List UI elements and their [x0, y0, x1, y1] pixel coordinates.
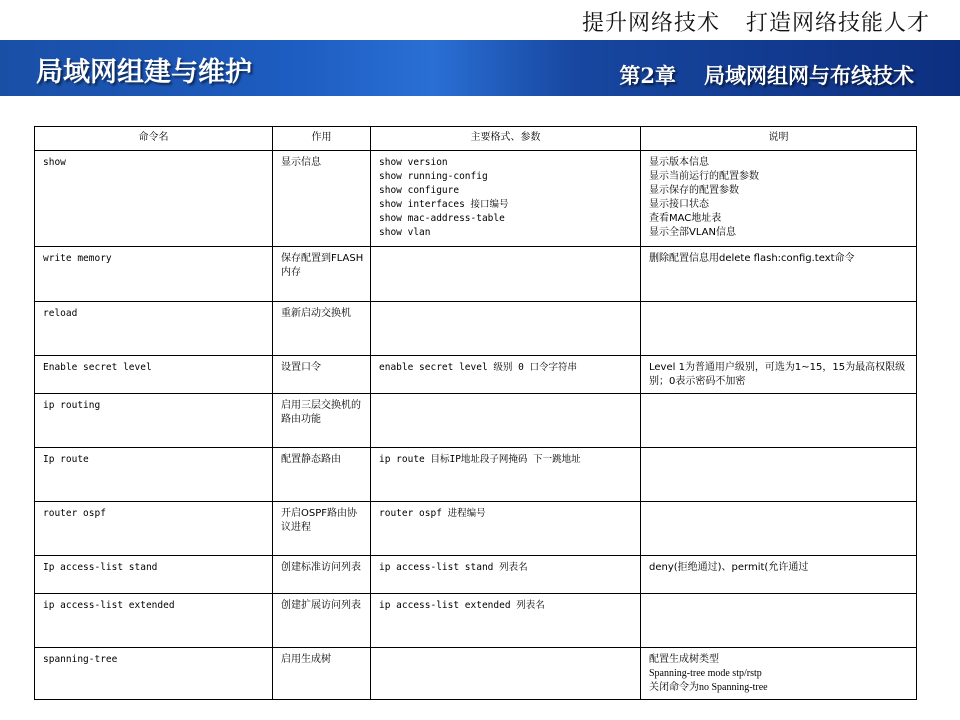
column-header-command: 命令名 — [35, 127, 273, 151]
purpose-cell: 保存配置到FLASH内存 — [273, 247, 371, 302]
format-line: router ospf 进程编号 — [379, 508, 486, 519]
command-cell: ip access-list extended — [35, 594, 273, 648]
note-line: 删除配置信息用delete flash:config.text命令 — [649, 253, 855, 264]
table-row — [35, 556, 917, 594]
note-line: 关闭命令为no Spanning-tree — [649, 682, 768, 693]
note-line: 显示接口状态 — [649, 199, 709, 210]
format-line: show vlan — [379, 227, 431, 238]
command-cell: ip routing — [35, 394, 273, 448]
command-cell: reload — [35, 302, 273, 356]
notes-cell — [641, 356, 917, 394]
note-line: 显示全部VLAN信息 — [649, 227, 736, 238]
notes-cell — [641, 247, 917, 302]
purpose-cell: 创建扩展访问列表 — [273, 594, 371, 648]
notes-cell — [641, 556, 917, 594]
format-line: ip access-list stand 列表名 — [379, 562, 528, 573]
format-line: show running-config — [379, 171, 488, 182]
format-cell — [371, 448, 641, 502]
format-cell — [371, 151, 641, 247]
table-row — [35, 302, 917, 356]
format-line: show interfaces 接口编号 — [379, 199, 509, 210]
command-cell: router ospf — [35, 502, 273, 556]
course-title: 局域网组建与维护 — [36, 57, 252, 88]
purpose-cell: 设置口令 — [273, 356, 371, 394]
slogan-left: 提升网络技术 — [581, 11, 720, 36]
format-cell — [371, 556, 641, 594]
note-line: 查看MAC地址表 — [649, 213, 722, 224]
format-cell — [371, 394, 641, 448]
title-banner — [0, 40, 960, 96]
format-line: ip access-list extended 列表名 — [379, 600, 545, 611]
note-line: Level 1为普通用户级别，可选为1~15，15为最高权限级别；0表示密码不加密 — [649, 362, 906, 387]
format-cell — [371, 648, 641, 700]
format-line: ip route 目标IP地址段子网掩码 下一跳地址 — [379, 454, 581, 465]
notes-cell — [641, 502, 917, 556]
command-table — [34, 126, 917, 700]
format-cell — [371, 356, 641, 394]
purpose-cell: 启用生成树 — [273, 648, 371, 700]
note-line: 配置生成树类型 — [649, 654, 719, 665]
format-cell — [371, 302, 641, 356]
note-line: 显示当前运行的配置参数 — [649, 171, 759, 182]
format-cell — [371, 502, 641, 556]
note-line: 显示保存的配置参数 — [649, 185, 739, 196]
chapter-heading — [619, 60, 914, 90]
chapter-title: 局域网组网与布线技术 — [704, 63, 914, 88]
command-cell: spanning-tree — [35, 648, 273, 700]
table-row — [35, 448, 917, 502]
purpose-cell: 配置静态路由 — [273, 448, 371, 502]
chapter-number: 第2章 — [619, 63, 676, 88]
column-header-notes: 说明 — [641, 127, 917, 151]
format-cell — [371, 594, 641, 648]
notes-cell — [641, 594, 917, 648]
format-line: show version — [379, 157, 448, 168]
table-row — [35, 394, 917, 448]
table-header-row — [35, 127, 917, 151]
table-row — [35, 502, 917, 556]
table-row — [35, 594, 917, 648]
note-line: Spanning-tree mode stp/rstp — [649, 668, 762, 679]
command-cell: Enable secret level — [35, 356, 273, 394]
notes-cell — [641, 448, 917, 502]
notes-cell — [641, 302, 917, 356]
notes-cell — [641, 394, 917, 448]
command-cell: write memory — [35, 247, 273, 302]
purpose-cell: 重新启动交换机 — [273, 302, 371, 356]
column-header-format: 主要格式、参数 — [371, 127, 641, 151]
format-line: show mac-address-table — [379, 213, 505, 224]
slogan-right: 打造网络技能人才 — [745, 11, 930, 36]
command-cell: Ip access-list stand — [35, 556, 273, 594]
table-row — [35, 151, 917, 247]
format-line: enable secret level 级别 0 口令字符串 — [379, 362, 578, 373]
note-line: 显示版本信息 — [649, 157, 709, 168]
table-row — [35, 247, 917, 302]
command-cell: Ip route — [35, 448, 273, 502]
purpose-cell: 开启OSPF路由协议进程 — [273, 502, 371, 556]
table-body — [35, 151, 917, 700]
purpose-cell: 创建标准访问列表 — [273, 556, 371, 594]
note-line: deny(拒绝通过)、permit(允许通过 — [649, 562, 809, 573]
command-cell: show — [35, 151, 273, 247]
format-cell — [371, 247, 641, 302]
notes-cell — [641, 151, 917, 247]
format-line: show configure — [379, 185, 460, 196]
table-row — [35, 648, 917, 700]
slogan — [582, 6, 930, 37]
notes-cell — [641, 648, 917, 700]
column-header-purpose: 作用 — [273, 127, 371, 151]
table-row — [35, 356, 917, 394]
purpose-cell: 显示信息 — [273, 151, 371, 247]
purpose-cell: 启用三层交换机的路由功能 — [273, 394, 371, 448]
